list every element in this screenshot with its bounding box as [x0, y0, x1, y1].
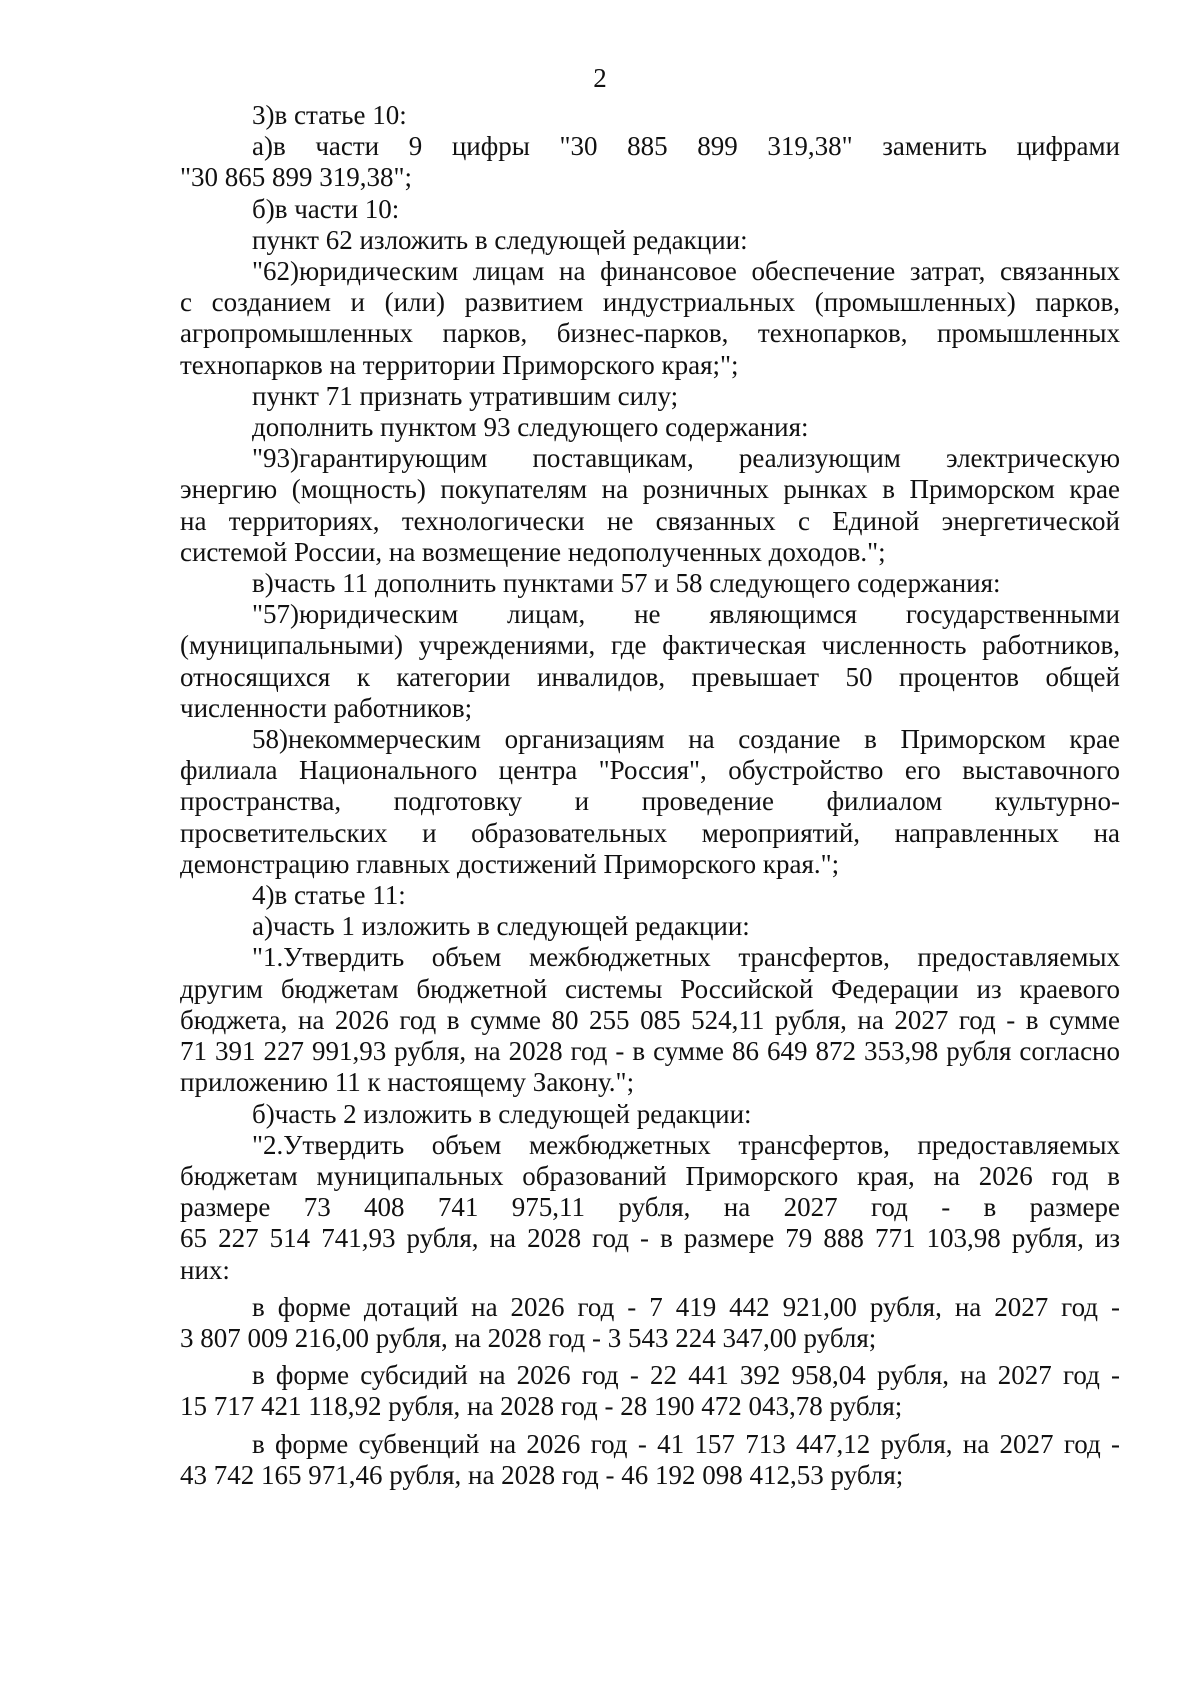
- text-line: 3)в статье 10:: [252, 100, 407, 130]
- text-line: 3 807 009 216,00 рубля, на 2028 год - 3 543 224 347,00 рубля;: [180, 1322, 877, 1353]
- paragraph: [180, 1099, 1120, 1130]
- paragraph: [180, 942, 1120, 1098]
- text-line: пункт 62 изложить в следующей редакции:: [252, 224, 748, 255]
- text-line: б)часть 2 изложить в следующей редакции:: [252, 1098, 752, 1129]
- paragraph: [180, 100, 1120, 131]
- text-line: 43 742 165 971,46 рубля, на 2028 год - 46 192 098 412,53 рубля;: [180, 1459, 904, 1490]
- text-line: численности работников;: [180, 692, 473, 723]
- text-line: а)в части 9 цифры "30 885 899 319,38" заменить цифрами: [252, 131, 1120, 162]
- text-line: "30 865 899 319,38";: [180, 162, 413, 193]
- text-line: с созданием и (или) развитием индустриальных (промышленных) парков,: [180, 287, 1120, 318]
- text-line: 4)в статье 11:: [252, 880, 406, 911]
- text-line: пространства, подготовку и проведение филиалом культурно-: [180, 786, 1120, 817]
- text-line: относящихся к категории инвалидов, превышает 50 процентов общей: [180, 661, 1120, 692]
- text-line: дополнить пунктом 93 следующего содержания:: [252, 412, 809, 443]
- text-line: них:: [180, 1254, 230, 1285]
- text-line: филиала Национального центра "Россия", обустройство его выставочного: [180, 755, 1120, 786]
- text-line: "57)юридическим лицам, не являющимся государственными: [252, 599, 1120, 630]
- paragraph: [180, 1429, 1120, 1491]
- text-line: пункт 71 признать утратившим силу;: [252, 380, 679, 411]
- text-line: "93)гарантирующим поставщикам, реализующим электрическую: [252, 443, 1120, 474]
- text-line: энергию (мощность) покупателям на розничных рынках в Приморском крае: [180, 474, 1120, 505]
- text-line: на территориях, технологически не связанных с Единой энергетической: [180, 505, 1120, 536]
- paragraph: [180, 194, 1120, 225]
- text-line: просветительских и образовательных мероприятий, направленных на: [180, 817, 1120, 848]
- text-line: 71 391 227 991,93 рубля, на 2028 год - в сумме 86 649 872 353,98 рубля согласно: [180, 1036, 1120, 1067]
- paragraph: [180, 568, 1120, 599]
- paragraph: [180, 256, 1120, 381]
- text-line: в форме дотаций на 2026 год - 7 419 442 921,00 рубля, на 2027 год -: [252, 1291, 1120, 1322]
- paragraph: [180, 1130, 1120, 1286]
- text-line: "1.Утвердить объем межбюджетных трансфертов, предоставляемых: [252, 942, 1120, 973]
- paragraph: [180, 1360, 1120, 1422]
- text-line: 58)некоммерческим организациям на создание в Приморском крае: [252, 724, 1120, 755]
- text-line: агропромышленных парков, бизнес-парков, технопарков, промышленных: [180, 318, 1120, 349]
- text-line: демонстрацию главных достижений Приморского края.";: [180, 848, 840, 879]
- text-line: "2.Утвердить объем межбюджетных трансфертов, предоставляемых: [252, 1129, 1120, 1160]
- text-line: 15 717 421 118,92 рубля, на 2028 год - 28 190 472 043,78 рубля;: [180, 1391, 903, 1422]
- text-line: размере 73 408 741 975,11 рубля, на 2027 год - в размере: [180, 1192, 1120, 1223]
- text-line: 65 227 514 741,93 рубля, на 2028 год - в размере 79 888 771 103,98 рубля, из: [180, 1223, 1120, 1254]
- text-line: приложению 11 к настоящему Закону.";: [180, 1067, 635, 1098]
- paragraph: [180, 381, 1120, 412]
- paragraph: [180, 880, 1120, 911]
- text-line: технопарков на территории Приморского края;";: [180, 349, 739, 380]
- text-line: "62)юридическим лицам на финансовое обеспечение затрат, связанных: [252, 256, 1120, 287]
- document-body: [180, 100, 1120, 1491]
- page-number: 2: [593, 63, 607, 93]
- paragraph: [180, 599, 1120, 724]
- text-line: в форме субвенций на 2026 год - 41 157 713 447,12 рубля, на 2027 год -: [252, 1428, 1120, 1459]
- paragraph: [180, 225, 1120, 256]
- paragraph: [180, 1292, 1120, 1354]
- paragraph: [180, 131, 1120, 193]
- paragraph: [180, 412, 1120, 443]
- text-line: системой России, на возмещение недополученных доходов.";: [180, 536, 886, 567]
- paragraph: [180, 724, 1120, 880]
- text-line: (муниципальными) учреждениями, где фактическая численность работников,: [180, 630, 1120, 661]
- text-line: б)в части 10:: [252, 193, 400, 224]
- text-line: в форме субсидий на 2026 год - 22 441 392 958,04 рубля, на 2027 год -: [252, 1360, 1120, 1391]
- text-line: бюджетам муниципальных образований Приморского края, на 2026 год в: [180, 1160, 1120, 1191]
- text-line: другим бюджетам бюджетной системы Российской Федерации из краевого: [180, 973, 1120, 1004]
- paragraph: [180, 443, 1120, 568]
- paragraph: [180, 911, 1120, 942]
- text-line: в)часть 11 дополнить пунктами 57 и 58 следующего содержания:: [252, 568, 1001, 599]
- text-line: а)часть 1 изложить в следующей редакции:: [252, 911, 750, 942]
- text-line: бюджета, на 2026 год в сумме 80 255 085 524,11 рубля, на 2027 год - в сумме: [180, 1004, 1120, 1035]
